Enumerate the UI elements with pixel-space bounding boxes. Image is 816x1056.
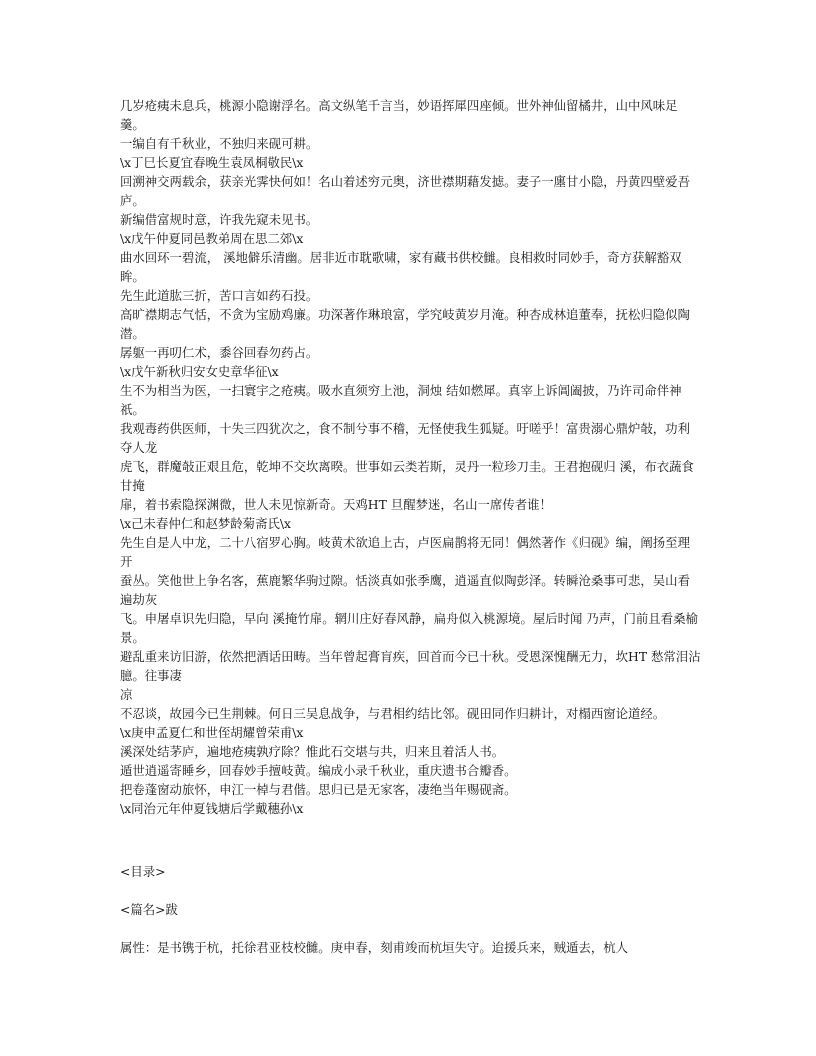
chapter-title: <篇名>跋 [120, 902, 178, 917]
spacer [120, 881, 702, 900]
attribute-text: 属性：是书镌于杭，托徐君亚枝校雠。庚申春，刻甫竣而杭垣失守。迨援兵来，贼遁去，杭人 [120, 940, 629, 955]
poem-line: 飞。申屠卓识先归隐，早向 溪掩竹扉。辋川庄好春风静，扁舟似入桃源境。屋后时闻 乃声，门前且看桑榆景。 [120, 611, 698, 645]
spacer [120, 818, 702, 862]
poem-line: 不忍谈，故园今已生荆棘。何日三吴息战争，与君相约结比邻。砚田同作归耕计，对榻西窗论道经。 [120, 706, 666, 721]
poem-line: 先生自是人中龙，二十八宿罗心胸。岐黄术欲追上古，卢医扁鹊将无同！偶然著作《归砚》编，阐扬至理开 [120, 535, 690, 569]
toc-heading: <目录> [120, 864, 166, 879]
poem-section [120, 96, 702, 818]
poem-line: \x同治元年仲夏钱塘后学戴穗孙\x [120, 801, 304, 816]
poem-line: 高旷襟期志气恬，不贪为宝励鸡廉。功深著作琳琅富，学究岐黄岁月淹。种杏成林追董奉，抚松归隐似陶潜。 [120, 307, 690, 341]
poem-line: 蚕丛。笑他世上争名客，蕉鹿繁华驹过隙。恬淡真如张季鹰，逍遥直似陶彭泽。转瞬沧桑事可悲，吴山看遍劫灰 [120, 573, 690, 607]
poem-line: 几岁疮痍未息兵，桃源小隐谢浮名。高文纵笔千言当，妙语挥犀四座倾。世外神仙留橘井，山中风味足 羹。 [120, 98, 678, 132]
poem-line: 孱躯一再叨仁术，黍谷回春勿药占。 [120, 345, 319, 360]
poem-line: \x丁巳长夏宜春晚生袁凤桐敬民\x [120, 155, 304, 170]
poem-line: 我观毒药供医师，十失三四犹次之，食不制兮事不稽，无怪使我生狐疑。吁嗟乎！富贵溺心鼎炉敧，功利夺人龙 [120, 421, 690, 455]
poem-line: 一编自有千秋业，不独归来砚可耕。 [120, 136, 319, 151]
poem-line: 溪深处结茅庐，遍地疮痍孰疗除？惟此石交堪与共，归来且着活人书。 [120, 744, 505, 759]
poem-line: 曲水回环一碧流， 溪地僻乐清幽。居非近市耽歌啸，家有藏书供校雠。良相救时同妙手，奇方获解豁双眸。 [120, 250, 682, 284]
poem-line: 新编借富规时意，许我先窥未见书。 [120, 212, 319, 227]
poem-line: \x戊午新秋归安女史章华征\x [120, 364, 279, 379]
poem-line: 回溯神交两载余，获亲光霁快何如！名山着述穷元奥，济世襟期藉发摅。妻子一廛甘小隐，丹黄四壁爱吾庐。 [120, 174, 690, 208]
poem-line: 避乱重来访旧游，依然把酒话田畴。当年曾起膏肓疾，回首而今已十秋。受恩深愧酬无力，坎HT 愁常泪沾臆。往事凄 [120, 649, 701, 683]
poem-line: 遁世逍遥寄睡乡，回春妙手擅岐黄。编成小录千秋业，重庆遗书合瓣香。 [120, 763, 517, 778]
poem-line: \x戊午仲夏同邑教弟周在思二郊\x [120, 231, 304, 246]
poem-line: 虎飞，群魔敧正艰且危，乾坤不交坎离暌。世事如云类若斯，灵丹一粒珍刀圭。王君抱砚归 溪，布衣蔬食甘掩 [120, 459, 694, 493]
poem-line: 先生此道肱三折，苦口言如药石投。 [120, 288, 319, 303]
spacer [120, 919, 702, 938]
poem-line: 凉 [120, 687, 133, 702]
poem-line: \x己未春仲仁和赵梦龄菊斋氏\x [120, 516, 292, 531]
document-page [120, 96, 702, 957]
poem-line: 把卷蓬窗动旅怀，申江一棹与君偕。思归已是无家客，凄绝当年赐砚斋。 [120, 782, 517, 797]
poem-line: 扉，着书索隐探渊微，世人未见惊新奇。天鸡HT 旦醒梦迷，名山一席传者谁！ [120, 497, 552, 512]
poem-line: \x庚申孟夏仁和世侄胡耀曾荣甫\x [120, 725, 304, 740]
poem-line: 生不为相当为医，一扫寰宇之疮痍。吸水直须穷上池，洞烛 结如燃犀。真宰上诉阊阖披，乃许司命伴神祇。 [120, 383, 682, 417]
